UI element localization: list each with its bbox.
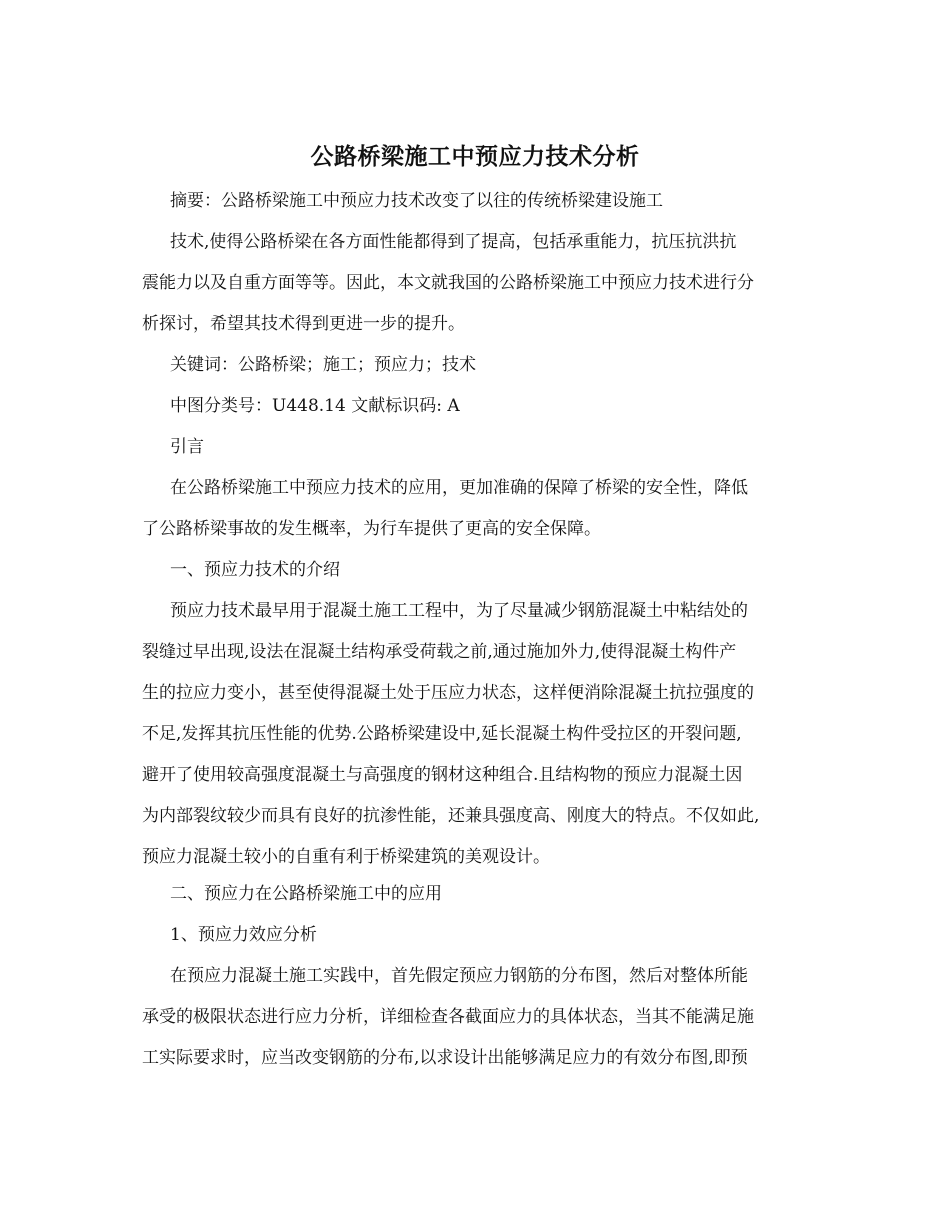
paragraph-line: 避开了使用较高强度混凝土与高强度的钢材这种组合.且结构物的预应力混凝土因 bbox=[142, 765, 743, 785]
paragraph-line: 在预应力混凝土施工实践中，首先假定预应力钢筋的分布图，然后对整体所能 bbox=[170, 966, 748, 986]
abstract-line-2: 技术,使得公路桥梁在各方面性能都得到了提高，包括承重能力，抗压抗洪抗 bbox=[170, 232, 737, 252]
paragraph-line: 承受的极限状态进行应力分析，详细检查各截面应力的具体状态，当其不能满足施 bbox=[142, 1007, 754, 1027]
section-heading-1: 一、预应力技术的介绍 bbox=[170, 560, 340, 580]
paragraph-line: 在公路桥梁施工中预应力技术的应用，更加准确的保障了桥梁的安全性，降低 bbox=[170, 478, 748, 498]
paragraph-line: 为内部裂纹较少而具有良好的抗渗性能，还兼具强度高、刚度大的特点。不仅如此, bbox=[142, 806, 760, 826]
abstract-line-3: 震能力以及自重方面等等。因此，本文就我国的公路桥梁施工中预应力技术进行分 bbox=[142, 273, 754, 293]
paragraph-line: 裂缝过早出现,设法在混凝土结构承受荷载之前,通过施加外力,使得混凝土构件产 bbox=[142, 642, 737, 662]
paragraph-line: 预应力技术最早用于混凝土施工工程中，为了尽量减少钢筋混凝土中粘结处的 bbox=[170, 601, 748, 621]
section-heading-intro: 引言 bbox=[170, 437, 204, 457]
paragraph-line: 工实际要求时，应当改变钢筋的分布,以求设计出能够满足应力的有效分布图,即预 bbox=[142, 1048, 748, 1068]
abstract-line-1: 摘要：公路桥梁施工中预应力技术改变了以往的传统桥梁建设施工 bbox=[170, 191, 663, 211]
subsection-heading-1: 1、预应力效应分析 bbox=[170, 925, 317, 945]
section-heading-2: 二、预应力在公路桥梁施工中的应用 bbox=[170, 884, 442, 904]
document-title: 公路桥梁施工中预应力技术分析 bbox=[310, 143, 640, 170]
paragraph-line: 了公路桥梁事故的发生概率，为行车提供了更高的安全保障。 bbox=[142, 519, 601, 539]
paragraph-line: 生的拉应力变小，甚至使得混凝土处于压应力状态，这样便消除混凝土抗拉强度的 bbox=[142, 683, 754, 703]
paragraph-line: 预应力混凝土较小的自重有利于桥梁建筑的美观设计。 bbox=[142, 847, 550, 867]
paragraph-line: 不足,发挥其抗压性能的优势.公路桥梁建设中,延长混凝土构件受拉区的开裂问题, bbox=[142, 724, 742, 744]
classification-line: 中图分类号：U448.14 文献标识码: A bbox=[170, 396, 460, 416]
abstract-line-4: 析探讨，希望其技术得到更进一步的提升。 bbox=[142, 314, 465, 334]
keywords-line: 关键词：公路桥梁；施工；预应力；技术 bbox=[170, 355, 476, 375]
